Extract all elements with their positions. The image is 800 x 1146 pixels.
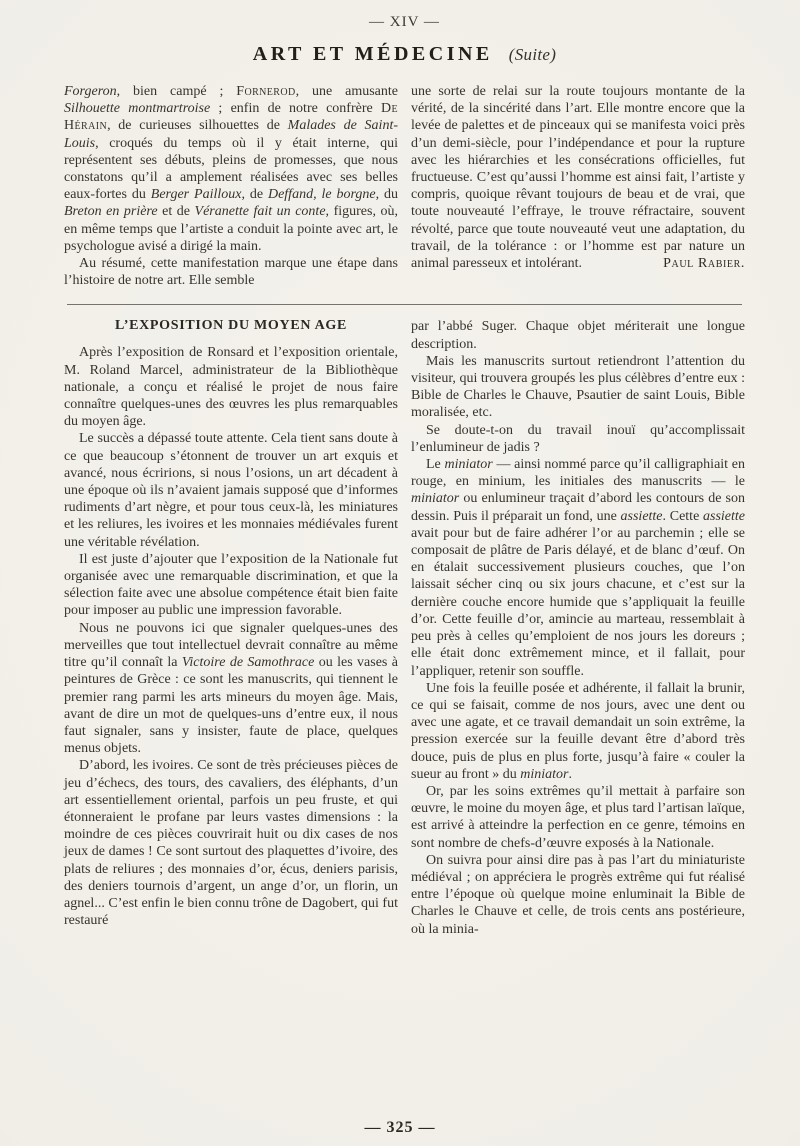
paragraph: Après l’exposition de Ronsard et l’exposition orientale, M. Roland Marcel, administrateur de la Bibliothèque nationale, a conçu et réalisé le projet de nous faire connaître quelques-unes des œuvres les plus remarquables du moyen âge. <box>64 345 398 430</box>
text-segment: Fornerod <box>236 84 296 99</box>
paragraph: Au résumé, cette manifestation marque une étape dans l’histoire de notre art. Elle semble <box>64 256 398 289</box>
text-segment: et de <box>157 204 195 220</box>
section-divider <box>67 304 742 305</box>
text-segment: , de curieuses silhouettes de <box>107 118 288 134</box>
text-segment: Silhouette montmartroise <box>64 101 211 117</box>
paragraph: Se doute-t-on du travail inouï qu’accomplissait l’enlumineur de jadis ? <box>411 422 745 455</box>
article1-right-column <box>411 83 745 289</box>
text-segment: , de <box>241 187 268 203</box>
text-segment: miniator <box>411 491 460 507</box>
page-number-top: — XIV — <box>369 14 440 30</box>
text-segment: . <box>568 766 572 782</box>
article2-left-column <box>64 318 398 937</box>
paragraph: par l’abbé Suger. Chaque objet mériterait une longue description. <box>411 319 745 352</box>
paragraph: Il est juste d’ajouter que l’exposition de la Nationale fut organisée avec une remarquable discrimination, et que la sélection faite avec une absolue compétence était bien faite pour imposer au public une impression favorable. <box>64 551 398 619</box>
text-segment: ou enlumineur traçait d’abord les contours de son dessin. Puis il préparait un fond, une <box>411 491 745 524</box>
text-segment: , bien campé ; <box>116 84 237 99</box>
text-segment: Malades de Saint-Louis <box>64 118 398 151</box>
article-art-et-medecine <box>64 83 745 289</box>
text-segment: De Hérain <box>64 101 398 134</box>
paragraph: On suivra pour ainsi dire pas à pas l’art du miniaturiste médiéval ; on appréciera le progrès extrême qui fut réalisé entre l’époque où quelque moine enluminait la Bible de Charles le Chauve et celle, de trois cents ans postérieure, où la minia- <box>411 852 745 937</box>
text-segment: miniator <box>520 766 569 782</box>
paragraph <box>64 620 398 758</box>
text-segment: Berger Pailloux <box>150 187 242 203</box>
article-title-suffix: (Suite) <box>508 45 557 64</box>
text-segment: Nous ne pouvons ici que signaler quelques-unes des merveilles que tout intellectuel devrait connaître au même titre qu’il connaît la <box>64 620 398 671</box>
paragraph: Le succès a dépassé toute attente. Cela tient sans doute à ce que beaucoup s’étonnent de trouver un art exquis et avancé, nous écririons, si nous l’osions, un art décadent à une époque où ils n’avaient jamais supposé que d’informes rudiments d’art nègre, et pour tous ceux-là, les miniatures et les reliures, les ivoires et les monnaies médiévales furent une véritable révélation. <box>64 431 398 550</box>
paragraph <box>64 83 398 255</box>
article-title <box>64 43 745 66</box>
page-number-bottom: — 325 — <box>364 1119 436 1136</box>
article-exposition-moyen-age <box>64 318 745 937</box>
text-segment: avait pour but de faire adhérer l’or au parchemin ; elle se composait de plâtre de Paris délayé, et de blanc d’œuf. On en étalait successivement plusieurs couches, que l’on laissait sécher cinq ou six jours chacune, et c’est sur la dernière couche encore humide que s’appliquait la feuille d’or. Cette feuille d’or, amincie au marteau, ressemblait à peu près à celles qu’emploient de nos jours les doreurs ; elle était donc extrêmement mince, et il fallait, pour l’appliquer, retenir son souffle. <box>411 525 745 679</box>
paragraph <box>411 456 745 680</box>
text-segment: assiette <box>620 508 663 524</box>
text-segment: Une fois la feuille posée et adhérente, il fallait la brunir, ce qui se faisait, comme de nos jours, avec une dent ou avec une agate, et ce travail demandait un soin extrême, la pression exercée sur la feuille devant être d’abord très douce, puis de plus en plus forte, jusqu’à faire « couler la sueur au front » du <box>411 680 745 782</box>
text-segment: , du <box>375 187 399 203</box>
text-segment: ; enfin de notre confrère <box>210 101 381 117</box>
text-segment: Forgeron <box>64 84 117 99</box>
section-heading: L’EXPOSITION DU MOYEN AGE <box>114 318 348 334</box>
paragraph: D’abord, les ivoires. Ce sont de très précieuses pièces de jeu d’échecs, des tours, des cavaliers, des éléphants, d’un art essentiellement oriental, parfois un peu fruste, et qui étonneraient le profane par leurs vastes dimensions : la moindre de ces pièces couvrirait huit ou dix cases de nos jeux de dames ! Ce sont surtout des plaquettes d’ivoire, des plats de reliures ; des monnaies d’or, écus, deniers parisis, des deniers tournois d’argent, un ange d’or, un florin, un agnel... C’est enfin le bien connu trône de Dagobert, qui fut restauré <box>64 758 398 929</box>
text-segment: , croqués du temps où il y était interne, qui représentent ses débuts, pleins de promesses, que nous constatons qu’il a amplement réalisées avec ses belles eaux-fortes du <box>64 135 398 203</box>
text-segment: miniator <box>444 457 493 473</box>
article2-right-column <box>411 318 745 937</box>
text-segment: , une amusante <box>295 84 398 99</box>
author-signature: Paul Rabier. <box>663 256 745 272</box>
article-title-text: ART ET MÉDECINE <box>252 43 493 65</box>
text-segment: . Cette <box>662 508 704 524</box>
paragraph: Mais les manuscrits surtout retiendront l’attention du visiteur, qui trouvera groupés les plus célèbres d’entre eux : Bible de Charles le Chauve, Psautier de saint Louis, Bible moralisée, etc. <box>411 353 745 421</box>
text-segment: , figures, où, en même temps que l’artiste a conduit la pointe avec art, le psychologue avisé a dirigé la main. <box>64 204 398 254</box>
text-segment: Le <box>426 457 445 473</box>
text-segment: Deffand, le borgne <box>267 187 376 203</box>
paragraph <box>411 680 745 783</box>
text-segment: Breton en prière <box>64 204 158 220</box>
paragraph: Or, par les soins extrêmes qu’il mettait à parfaire son œuvre, le moine du moyen âge, et plus tard l’artisan laïque, est arrivé à atteindre la perfection en ce genre, témoins en sont nombre de chefs-d’œuvre exposés à la Nationale. <box>411 783 745 851</box>
text-segment: assiette <box>703 508 746 524</box>
paragraph: une sorte de relai sur la route toujours montante de la vérité, de la sincérité dans l’art. Elle montre encore que la levée de palettes et de pinceaux qui se manifesta voici près d’un demi-siècle, pour l’indépendance et pour la rupture avec les hiérarchies et les consécrations officielles, fut fructueuse. C’est qu’aussi l’homme est ainsi fait, l’artiste y compris, quoique rêvant toujours de beau et de vrai, que toute nouveauté l’effraye, le trouve réfractaire, souvent révolté, parce que toute nouveauté veut une adaptation, du travail, de la tolérance : or l’homme est par nature un animal paresseux et intolérant. <box>411 84 745 272</box>
text-segment: ou les vases à peintures de Grèce : ce sont les manuscrits, qui tiennent le premier rang parmi les arts mineurs du moyen âge. Mais, avant de dire un mot de quelques-uns d’entre eux, il nous faut signaler, sans y insister, faute de place, quelques menus objets. <box>64 655 398 757</box>
article1-left-column <box>64 83 398 289</box>
text-segment: Véranette fait un conte <box>194 204 326 220</box>
text-segment: — ainsi nommé parce qu’il calligraphiait en rouge, en minium, les initiales des manuscrits — le <box>411 457 745 490</box>
text-segment: Victoire de Samothrace <box>181 655 315 671</box>
